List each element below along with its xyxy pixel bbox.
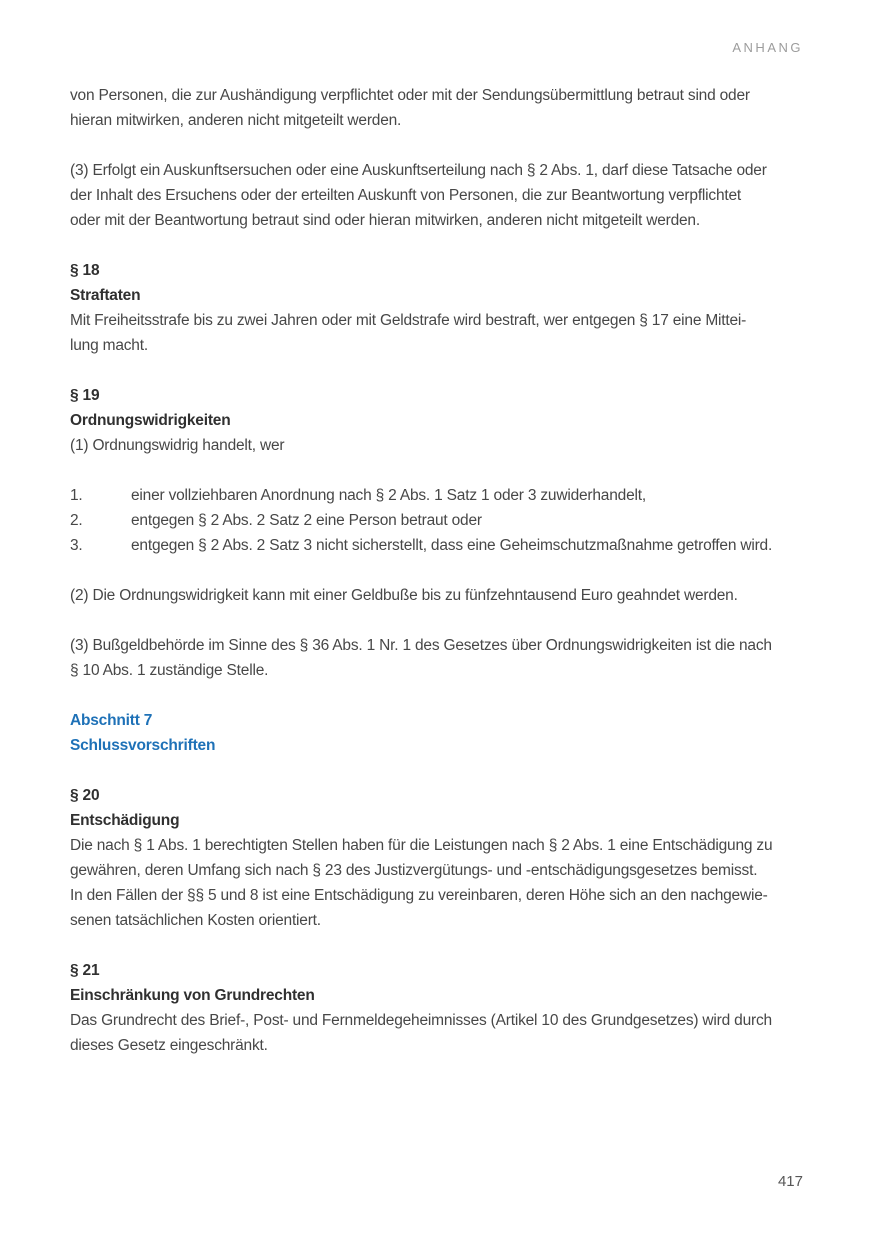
list-item-number: 3. <box>70 537 83 554</box>
list-item <box>70 533 815 558</box>
list-item <box>70 483 815 508</box>
text-line: lung macht. <box>70 337 148 354</box>
text-line: In den Fällen der §§ 5 und 8 ist eine Entschädigung zu vereinbaren, deren Höhe sich an den nachgewie- <box>70 887 768 904</box>
text-line: der Inhalt des Ersuchens oder der erteilten Auskunft von Personen, die zur Beantwortung verpflichtet <box>70 187 742 204</box>
text-line: § 10 Abs. 1 zuständige Stelle. <box>70 662 269 679</box>
section-heading-line: Einschränkung von Grundrechten <box>70 987 315 1004</box>
document-content <box>70 83 815 1083</box>
text-line: von Personen, die zur Aushändigung verpflichtet oder mit der Sendungsübermittlung betraut sind oder <box>70 87 750 104</box>
page-number: 417 <box>777 1173 803 1190</box>
section-heading-line: § 18 <box>70 262 100 279</box>
text-line: oder mit der Beantwortung betraut sind oder hieran mitwirken, anderen nicht mitgeteilt werden. <box>70 212 700 229</box>
text-line: gewähren, deren Umfang sich nach § 23 des Justizvergütungs- und -entschädigungsgesetzes bemisst. <box>70 862 758 879</box>
text-line: hieran mitwirken, anderen nicht mitgeteilt werden. <box>70 112 402 129</box>
list-item-number: 2. <box>70 512 83 529</box>
paragraph-abs-2 <box>70 583 815 608</box>
paragraph-abs-3b <box>70 633 815 683</box>
section-heading-line: Straftaten <box>70 287 141 304</box>
section-heading-line: § 19 <box>70 387 100 404</box>
text-line: Das Grundrecht des Brief-, Post- und Fernmeldegeheimnisses (Artikel 10 des Grundgesetzes) wird durch <box>70 1012 772 1029</box>
list-item-text: entgegen § 2 Abs. 2 Satz 3 nicht sicherstellt, dass eine Geheimschutzmaßnahme getroffen wird. <box>131 537 773 554</box>
text-line: (1) Ordnungswidrig handelt, wer <box>70 437 285 454</box>
section-heading-line: Ordnungswidrigkeiten <box>70 412 231 429</box>
chapter-heading <box>70 708 815 758</box>
section-heading-line: Entschädigung <box>70 812 180 829</box>
list-item-text: einer vollziehbaren Anordnung nach § 2 Abs. 1 Satz 1 oder 3 zuwiderhandelt, <box>131 487 646 504</box>
text-line: Mit Freiheitsstrafe bis zu zwei Jahren oder mit Geldstrafe wird bestraft, wer entgegen § 17 eine Mittei- <box>70 312 747 329</box>
list-item-text: entgegen § 2 Abs. 2 Satz 2 eine Person betraut oder <box>131 512 482 529</box>
section-20 <box>70 783 815 933</box>
text-line: (3) Bußgeldbehörde im Sinne des § 36 Abs. 1 Nr. 1 des Gesetzes über Ordnungswidrigkeiten ist die nach <box>70 637 772 654</box>
chapter-heading-line: Schlussvorschriften <box>70 737 216 754</box>
section-19 <box>70 383 815 458</box>
running-header: ANHANG <box>732 40 803 55</box>
list-item-number: 1. <box>70 487 83 504</box>
section-heading-line: § 20 <box>70 787 100 804</box>
paragraph-carryover <box>70 83 815 133</box>
chapter-heading-line: Abschnitt 7 <box>70 712 153 729</box>
text-line: Die nach § 1 Abs. 1 berechtigten Stellen haben für die Leistungen nach § 2 Abs. 1 eine Entschädigung zu <box>70 837 773 854</box>
list-item <box>70 508 815 533</box>
section-18 <box>70 258 815 358</box>
section-21 <box>70 958 815 1058</box>
text-line: (2) Die Ordnungswidrigkeit kann mit einer Geldbuße bis zu fünfzehntausend Euro geahndet werden. <box>70 587 738 604</box>
text-line: dieses Gesetz eingeschränkt. <box>70 1037 268 1054</box>
section-heading-line: § 21 <box>70 962 100 979</box>
text-line: (3) Erfolgt ein Auskunftsersuchen oder eine Auskunftserteilung nach § 2 Abs. 1, darf diese Tatsache oder <box>70 162 767 179</box>
text-line: senen tatsächlichen Kosten orientiert. <box>70 912 321 929</box>
numbered-list <box>70 483 815 558</box>
paragraph-abs-3 <box>70 158 815 233</box>
